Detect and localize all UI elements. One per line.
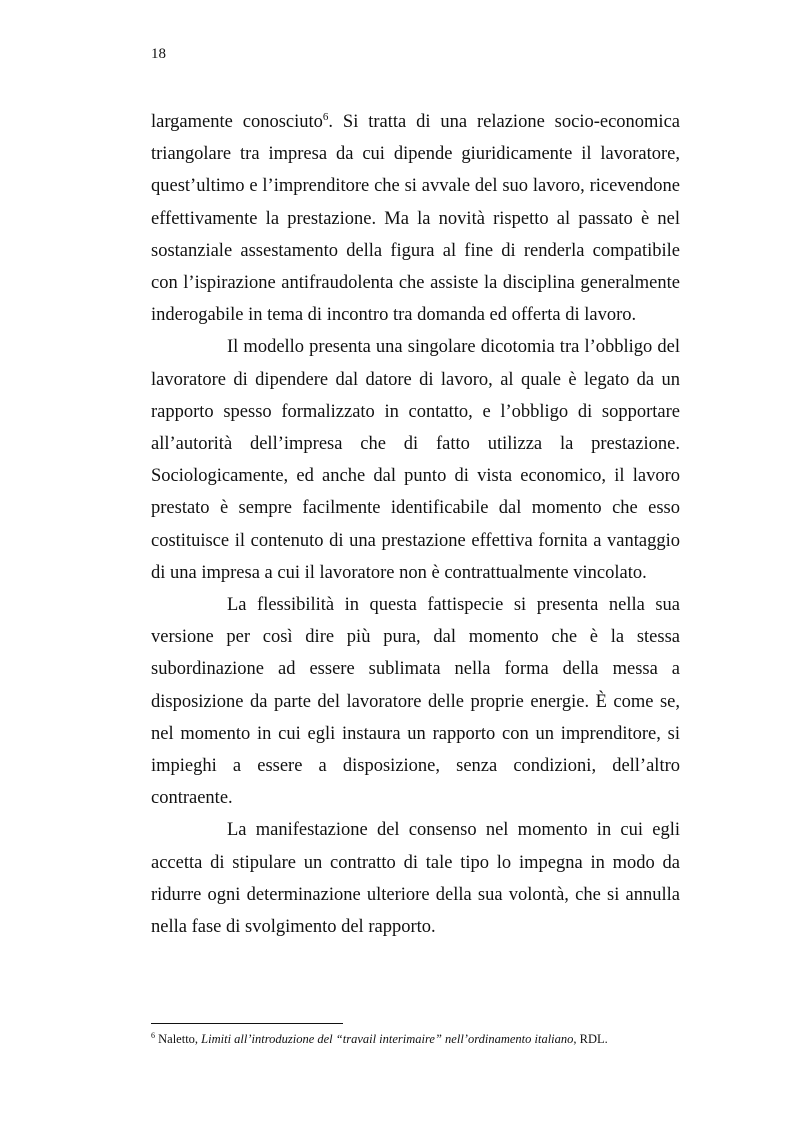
paragraph-1-start: largamente conosciuto	[151, 112, 323, 132]
paragraph-2: Il modello presenta una singolare dicotomia tra l’obbligo del lavoratore di dipendere dal datore di lavoro, al quale è legato da un rapporto spesso formalizzato in contatto, e l’obbligo di sopportare all’autorità dell’impresa che di fatto utilizza la prestazione. Sociologicamente, ed anche dal punto di vista economico, il lavoro prestato è sempre facilmente identificabile dal momento che esso costituisce il contenuto di una prestazione effettiva fornita a vantaggio di una impresa a cui il lavoratore non è contrattualmente vincolato.	[151, 337, 680, 583]
page-number: 18	[151, 46, 166, 62]
footnote-source: , RDL.	[573, 1032, 608, 1046]
footnote-divider	[151, 1023, 343, 1024]
body-text	[151, 106, 680, 943]
paragraph-3: La flessibilità in questa fattispecie si presenta nella sua versione per così dire più pura, dal momento che è la stessa subordinazione ad essere sublimata nella forma della messa a disposizione da parte del lavoratore delle proprie energie. È come se, nel momento in cui egli instaura un rapporto con un imprenditore, si impieghi a essere a disposizione, senza condizioni, dell’altro contraente.	[151, 595, 680, 809]
footnote-title: Limiti all’introduzione del “travail interimaire” nell’ordinamento italiano	[201, 1032, 574, 1046]
paragraph-1-rest: . Si tratta di una relazione socio-economica triangolare tra impresa da cui dipende giuridicamente il lavoratore, quest’ultimo e l’imprenditore che si avvale del suo lavoro, ricevendone effettivamente la prestazione. Ma la novità rispetto al passato è nel sostanziale assestamento della figura al fine di renderla compatibile con l’ispirazione antifraudolenta che assiste la disciplina generalmente inderogabile in tema di incontro tra domanda ed offerta di lavoro.	[151, 112, 680, 326]
footnote-reference[interactable]: 6	[322, 111, 329, 123]
footnote-marker: 6	[151, 1031, 155, 1040]
footnote	[151, 1031, 711, 1047]
paragraph-1	[151, 106, 680, 331]
footnote-author: Naletto,	[155, 1032, 202, 1046]
paragraph-4: La manifestazione del consenso nel momento in cui egli accetta di stipulare un contratto di tale tipo lo impegna in modo da ridurre ogni determinazione ulteriore della sua volontà, che si annulla nella fase di svolgimento del rapporto.	[151, 820, 680, 938]
